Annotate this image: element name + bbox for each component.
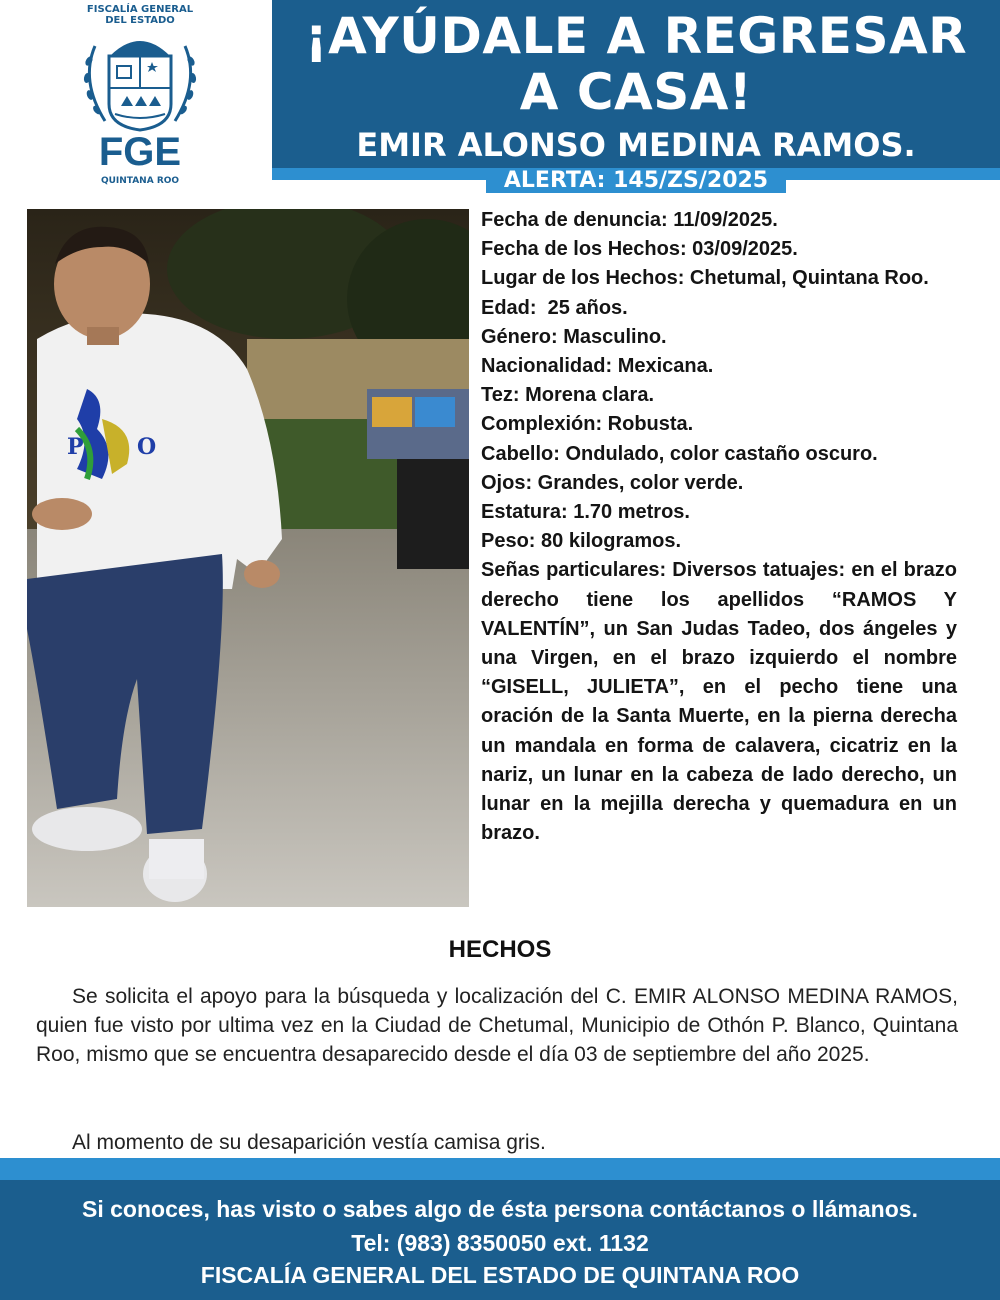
- headline-line-1: ¡AYÚDALE A REGRESAR: [304, 7, 968, 65]
- person-photo: [27, 209, 469, 907]
- headline-line-2: A CASA!: [519, 63, 753, 121]
- svg-text:P: P: [67, 434, 84, 460]
- footer-agency: FISCALÍA GENERAL DEL ESTADO DE QUINTANA ROO: [200, 1262, 800, 1288]
- detail-location: Lugar de los Hechos: Chetumal, Quintana Roo.: [481, 267, 929, 290]
- facts-title: HECHOS: [448, 936, 552, 963]
- detail-age: Edad: 25 años.: [481, 296, 628, 319]
- detail-distinguishing-marks: Señas particulares: Diversos tatuajes: en el brazo derecho tiene los apellidos “RAMOS Y VALENTÍN”, un San Judas Tadeo, dos ángeles y una Virgen, en el brazo izquierdo el nombre “GISELL, JULIETA”, en el pecho tiene una oración de la Santa Muerte, en la pierna derecha un mandala en forma de calavera, cicatriz en la nariz, un lunar en la cabeza de lado derecho, un lunar en la mejilla derecha y quemadura en un brazo.: [481, 559, 957, 845]
- detail-gender: Género: Masculino.: [481, 325, 667, 348]
- detail-hair: Cabello: Ondulado, color castaño oscuro.: [481, 442, 878, 465]
- detail-nationality: Nacionalidad: Mexicana.: [481, 355, 714, 378]
- footer-call-to-action: Si conoces, has visto o sabes algo de ésta persona contáctanos o llámanos.: [82, 1196, 918, 1222]
- facts-paragraph-2: Al momento de su desaparición vestía camisa gris.: [72, 1131, 546, 1154]
- shield-emblem-icon: [75, 26, 205, 136]
- person-details: [481, 206, 957, 848]
- logo-acronym: FGE: [98, 130, 182, 174]
- logo-bottom-text: QUINTANA ROO: [100, 176, 180, 186]
- header-banner: [272, 0, 1000, 180]
- contact-footer: [0, 1158, 1000, 1300]
- logo-top-text: FISCALÍA GENERAL DEL ESTADO: [86, 4, 194, 26]
- person-photo-illustration: [27, 209, 469, 907]
- facts-paragraph-1: Se solicita el apoyo para la búsqueda y localización del C. EMIR ALONSO MEDINA RAMOS, quien fue visto por ultima vez en la Ciudad de Chetumal, Municipio de Othón P. Blanco, Quintana Roo, mismo que se encuentra desaparecido desde el día 03 de septiembre del año 2025.: [36, 985, 958, 1066]
- detail-eyes: Ojos: Grandes, color verde.: [481, 471, 744, 494]
- alert-code: [272, 168, 1000, 194]
- alert-code-text: ALERTA: 145/ZS/2025: [486, 168, 786, 193]
- svg-text:O: O: [137, 434, 157, 460]
- footer-phone: Tel: (983) 8350050 ext. 1132: [351, 1230, 649, 1256]
- detail-build: Complexión: Robusta.: [481, 413, 694, 436]
- detail-event-date: Fecha de los Hechos: 03/09/2025.: [481, 238, 798, 261]
- headline: [272, 8, 1000, 120]
- detail-report-date: Fecha de denuncia: 11/09/2025.: [481, 209, 778, 231]
- fge-logo: [60, 4, 220, 194]
- footer-stripe: [0, 1158, 1000, 1180]
- detail-weight: Peso: 80 kilogramos.: [481, 530, 682, 553]
- detail-height: Estatura: 1.70 metros.: [481, 501, 690, 524]
- person-name: EMIR ALONSO MEDINA RAMOS.: [356, 126, 916, 164]
- detail-complexion-tone: Tez: Morena clara.: [481, 384, 655, 407]
